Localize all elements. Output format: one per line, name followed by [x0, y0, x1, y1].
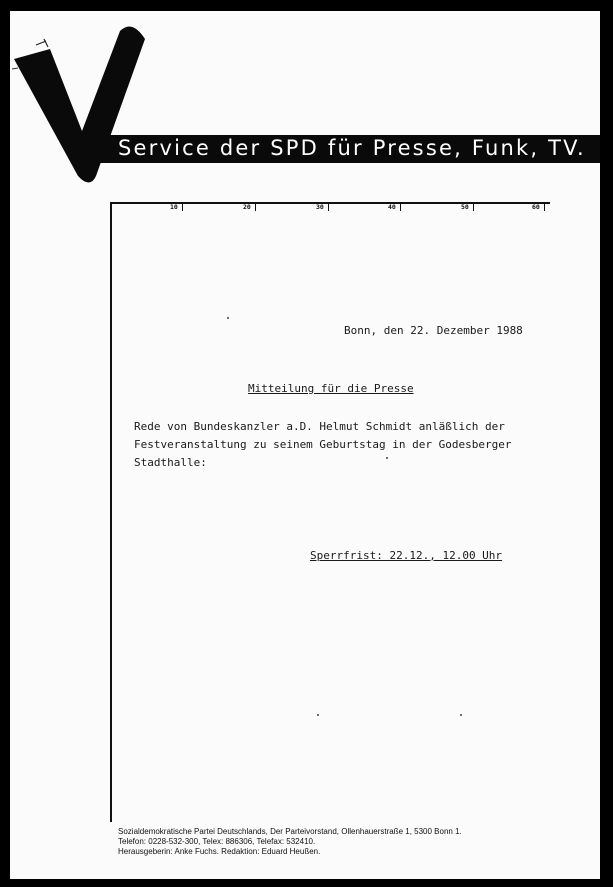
- paper-speck: [386, 457, 388, 459]
- ruler-tick: [544, 203, 545, 211]
- body-line: Festveranstaltung zu seinem Geburtstag in der Godesberger: [134, 438, 512, 451]
- ruler-mark-30: 30: [316, 203, 324, 211]
- document-page: [10, 11, 600, 879]
- v-logo-icon: [10, 11, 170, 191]
- ruler-mark-50: 50: [461, 203, 469, 211]
- paper-speck: [317, 714, 319, 716]
- ruler-mark-40: 40: [388, 203, 396, 211]
- ruler-mark-20: 20: [243, 203, 251, 211]
- paper-speck: [227, 317, 229, 319]
- ruler-tick: [255, 203, 256, 211]
- margin-line: [110, 202, 112, 822]
- body-line: Stadthalle:: [134, 456, 207, 469]
- ruler-tick: [328, 203, 329, 211]
- header-banner: [100, 135, 600, 163]
- embargo-notice: Sperrfrist: 22.12., 12.00 Uhr: [310, 549, 503, 562]
- banner-title: Service der SPD für Presse, Funk, TV.: [118, 136, 586, 160]
- letter-heading: Mitteilung für die Presse: [248, 382, 414, 395]
- footer-contact: Telefon: 0228-532-300, Telex: 886306, Telefax: 532410.: [118, 837, 316, 846]
- ruler-tick: [400, 203, 401, 211]
- footer-address: Sozialdemokratische Partei Deutschlands, Der Parteivorstand, Ollenhauerstraße 1, 5300 Bonn 1.: [118, 827, 462, 836]
- ruler-mark-10: 10: [170, 203, 178, 211]
- ruler-tick: [182, 203, 183, 211]
- footer-editors: Herausgeberin: Anke Fuchs. Redaktion: Eduard Heußen.: [118, 847, 321, 856]
- letter-date: Bonn, den 22. Dezember 1988: [344, 324, 523, 337]
- body-line: Rede von Bundeskanzler a.D. Helmut Schmidt anläßlich der: [134, 420, 505, 433]
- ruler-tick: [473, 203, 474, 211]
- paper-speck: [460, 714, 462, 716]
- ruler-mark-60: 60: [532, 203, 540, 211]
